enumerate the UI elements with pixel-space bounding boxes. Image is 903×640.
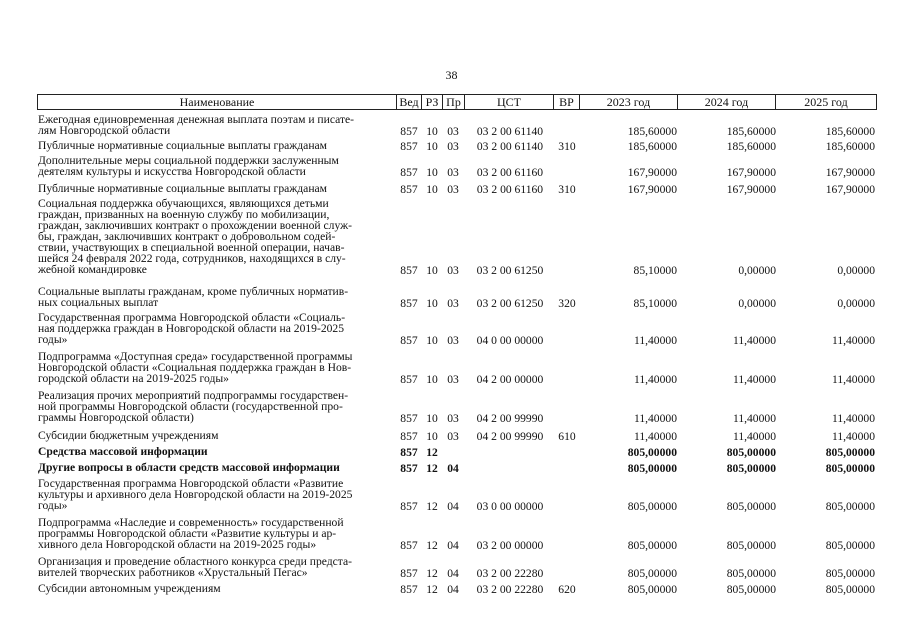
row-name: Средства массовой информации: [38, 445, 208, 458]
row-pr: 03: [447, 166, 459, 179]
row-2025: 805,00000: [825, 500, 875, 513]
row-2024: 805,00000: [726, 446, 776, 459]
row-name: Субсидии бюджетным учреждениям: [38, 429, 219, 442]
row-name: Подпрограмма «Доступная среда» государственной программы Новгородской области «Социальная поддержка граждан в Нов- городской области на 2019-2025 годы»: [38, 350, 353, 385]
row-2025: 11,40000: [831, 334, 875, 347]
row-cst: 03 2 00 61250: [476, 297, 544, 310]
row-ved: 857: [400, 183, 418, 196]
table-header: [37, 94, 877, 110]
table-row: [0, 198, 903, 275]
row-vr: 610: [558, 430, 576, 443]
row-rz: 10: [426, 264, 438, 277]
table-row: [0, 351, 903, 384]
row-2024: 11,40000: [732, 412, 776, 425]
row-name: Государственная программа Новгородской области «Социаль- ная поддержка граждан в Новгородской области на 2019-2025 годы»: [38, 311, 346, 346]
row-2024: 805,00000: [726, 462, 776, 475]
row-vr: 310: [558, 183, 576, 196]
header-ved: Вед: [397, 95, 422, 109]
row-name: Социальные выплаты гражданам, кроме публичных норматив- ных социальных выплат: [38, 285, 349, 309]
row-ved: 857: [400, 430, 418, 443]
row-2023: 11,40000: [633, 430, 677, 443]
header-vr: ВР: [554, 95, 580, 109]
row-rz: 10: [426, 140, 438, 153]
row-2024: 185,60000: [726, 140, 776, 153]
row-2023: 805,00000: [627, 462, 677, 475]
row-pr: 03: [447, 430, 459, 443]
table-row: [0, 583, 903, 594]
row-name: Другие вопросы в области средств массовой информации: [38, 461, 340, 474]
table-row: [0, 155, 903, 177]
row-name: Организация и проведение областного конкурса среди предста- вителей творческих работников «Хрустальный Пегас»: [38, 555, 352, 579]
row-pr: 04: [447, 583, 459, 596]
row-ved: 857: [400, 567, 418, 580]
row-2023: 85,10000: [633, 264, 677, 277]
header-cst: ЦСТ: [465, 95, 554, 109]
row-cst: 03 2 00 61160: [476, 183, 544, 196]
row-cst: 03 2 00 61140: [476, 140, 544, 153]
header-pr: Пр: [443, 95, 465, 109]
table-row: [0, 446, 903, 457]
row-2024: 0,00000: [738, 264, 776, 277]
row-2025: 167,90000: [825, 183, 875, 196]
row-2023: 85,10000: [633, 297, 677, 310]
row-pr: 03: [447, 140, 459, 153]
table-row: [0, 478, 903, 511]
row-cst: 04 0 00 00000: [476, 334, 544, 347]
row-2023: 805,00000: [627, 583, 677, 596]
row-2023: 805,00000: [627, 446, 677, 459]
row-ved: 857: [400, 264, 418, 277]
row-2024: 167,90000: [726, 183, 776, 196]
row-name: Социальная поддержка обучающихся, являющихся детьми граждан, призванных на военную службу по мобилизации, граждан, заключивших контракт о прохождении военной служ- бы, граждан, заключивших контракт о добровольном содей- ствии, участвующих в специальной военной операции, начав- шейся 24 февраля 2022 года, сотрудников, находящихся в слу- жебной командировке: [38, 197, 352, 276]
row-2024: 11,40000: [732, 334, 776, 347]
table-row: [0, 556, 903, 578]
row-ved: 857: [400, 125, 418, 138]
row-2025: 0,00000: [837, 297, 875, 310]
table-row: [0, 312, 903, 345]
row-rz: 12: [426, 446, 438, 459]
row-rz: 10: [426, 166, 438, 179]
header-name: Наименование: [38, 95, 397, 109]
row-name: Реализация прочих мероприятий подпрограммы государствен- ной программы Новгородской области (государственной про- граммы Новгородской области): [38, 389, 349, 424]
row-ved: 857: [400, 140, 418, 153]
row-2024: 805,00000: [726, 500, 776, 513]
row-pr: 03: [447, 334, 459, 347]
row-pr: 04: [447, 567, 459, 580]
table-row: [0, 430, 903, 441]
row-cst: 03 2 00 22280: [476, 583, 544, 596]
row-2023: 167,90000: [627, 166, 677, 179]
table-row: [0, 114, 903, 136]
row-vr: 320: [558, 297, 576, 310]
row-cst: 04 2 00 99990: [476, 412, 544, 425]
row-2023: 167,90000: [627, 183, 677, 196]
row-rz: 12: [426, 539, 438, 552]
row-2025: 11,40000: [831, 373, 875, 386]
row-rz: 10: [426, 183, 438, 196]
row-2024: 167,90000: [726, 166, 776, 179]
row-rz: 12: [426, 583, 438, 596]
row-2024: 805,00000: [726, 583, 776, 596]
row-ved: 857: [400, 373, 418, 386]
row-pr: 03: [447, 183, 459, 196]
row-name: Публичные нормативные социальные выплаты гражданам: [38, 182, 327, 195]
table-row: [0, 286, 903, 308]
table-row: [0, 517, 903, 550]
row-pr: 03: [447, 125, 459, 138]
row-name: Подпрограмма «Наследие и современность» государственной программы Новгородской области «Развитие культуры и ар- хивного дела Новгородской области на 2019-2025 годы»: [38, 516, 344, 551]
row-rz: 10: [426, 373, 438, 386]
row-cst: 03 2 00 61250: [476, 264, 544, 277]
row-ved: 857: [400, 583, 418, 596]
row-ved: 857: [400, 412, 418, 425]
row-pr: 04: [447, 462, 459, 475]
row-2025: 805,00000: [825, 567, 875, 580]
row-pr: 03: [447, 412, 459, 425]
row-cst: 03 2 00 00000: [476, 539, 544, 552]
row-pr: 03: [447, 297, 459, 310]
header-2023: 2023 год: [580, 95, 678, 109]
row-2023: 185,60000: [627, 140, 677, 153]
row-2023: 805,00000: [627, 567, 677, 580]
row-2024: 805,00000: [726, 567, 776, 580]
row-vr: 620: [558, 583, 576, 596]
row-2024: 11,40000: [732, 373, 776, 386]
row-rz: 10: [426, 412, 438, 425]
row-name: Ежегодная единовременная денежная выплата поэтам и писате- лям Новгородской области: [38, 113, 355, 137]
row-ved: 857: [400, 334, 418, 347]
page-number: 38: [445, 68, 458, 82]
row-2025: 805,00000: [825, 583, 875, 596]
row-name: Дополнительные меры социальной поддержки заслуженным деятелям культуры и искусства Новгородской области: [38, 154, 339, 178]
row-pr: 04: [447, 539, 459, 552]
row-2023: 11,40000: [633, 334, 677, 347]
table-row: [0, 140, 903, 151]
row-pr: 04: [447, 500, 459, 513]
row-rz: 10: [426, 125, 438, 138]
row-rz: 12: [426, 500, 438, 513]
row-2023: 805,00000: [627, 500, 677, 513]
row-2023: 805,00000: [627, 539, 677, 552]
row-2023: 11,40000: [633, 412, 677, 425]
row-cst: 04 2 00 99990: [476, 430, 544, 443]
header-rz: РЗ: [422, 95, 443, 109]
row-ved: 857: [400, 446, 418, 459]
row-name: Государственная программа Новгородской области «Развитие культуры и архивного дела Новгородской области на 2019-2025 годы»: [38, 477, 353, 512]
row-rz: 12: [426, 567, 438, 580]
row-2023: 185,60000: [627, 125, 677, 138]
row-pr: 03: [447, 373, 459, 386]
row-2024: 185,60000: [726, 125, 776, 138]
row-2025: 11,40000: [831, 412, 875, 425]
row-2025: 11,40000: [831, 430, 875, 443]
header-2025: 2025 год: [804, 95, 848, 109]
table-row: [0, 183, 903, 194]
row-ved: 857: [400, 539, 418, 552]
row-rz: 10: [426, 430, 438, 443]
row-cst: 03 0 00 00000: [476, 500, 544, 513]
row-2025: 185,60000: [825, 140, 875, 153]
row-2024: 11,40000: [732, 430, 776, 443]
row-name: Публичные нормативные социальные выплаты гражданам: [38, 139, 327, 152]
row-ved: 857: [400, 462, 418, 475]
row-ved: 857: [400, 166, 418, 179]
row-rz: 10: [426, 297, 438, 310]
row-rz: 10: [426, 334, 438, 347]
row-2025: 0,00000: [837, 264, 875, 277]
row-2025: 805,00000: [825, 446, 875, 459]
row-rz: 12: [426, 462, 438, 475]
row-cst: 03 2 00 22280: [476, 567, 544, 580]
row-pr: 03: [447, 264, 459, 277]
row-ved: 857: [400, 500, 418, 513]
table-row: [0, 390, 903, 423]
row-2025: 167,90000: [825, 166, 875, 179]
row-2025: 185,60000: [825, 125, 875, 138]
row-cst: 03 2 00 61160: [476, 166, 544, 179]
row-2024: 805,00000: [726, 539, 776, 552]
row-2024: 0,00000: [738, 297, 776, 310]
table-row: [0, 462, 903, 473]
row-vr: 310: [558, 140, 576, 153]
row-ved: 857: [400, 297, 418, 310]
row-2023: 11,40000: [633, 373, 677, 386]
row-cst: 03 2 00 61140: [476, 125, 544, 138]
header-2024: 2024 год: [678, 95, 776, 109]
row-name: Субсидии автономным учреждениям: [38, 582, 221, 595]
row-2025: 805,00000: [825, 462, 875, 475]
row-2025: 805,00000: [825, 539, 875, 552]
row-cst: 04 2 00 00000: [476, 373, 544, 386]
